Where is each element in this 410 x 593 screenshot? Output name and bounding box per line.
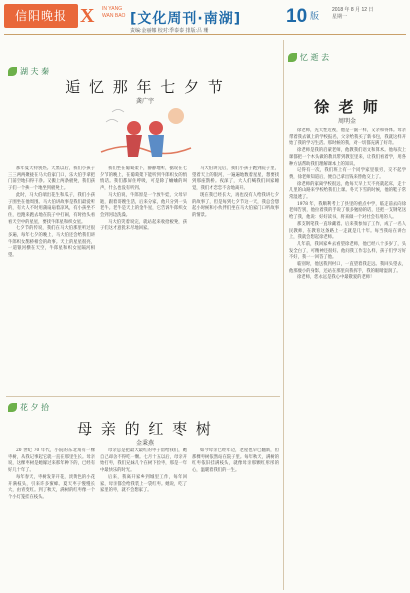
- section-label-text: 忆 逝 去: [300, 53, 330, 62]
- paragraph: 马大伯笑着说完，就站起来收拾板凳，孩子们这才意犹未尽地回家。: [100, 219, 187, 232]
- paragraph: 徐老师，您永远是我心中最敬爱的老师！: [297, 275, 375, 281]
- leaf-icon: [288, 53, 297, 62]
- article-title: 逅 忆 那 年 七 夕 节: [65, 78, 225, 96]
- section-label-2: [8, 402, 49, 413]
- text-column: [100, 166, 187, 392]
- section-title: [文化周刊·南湖]: [130, 11, 242, 27]
- weekday-line: 星期一: [332, 14, 348, 20]
- section-label-text: 湖 夫 秦: [20, 67, 50, 76]
- date-line: 2018 年 8 月 12 日: [332, 7, 374, 13]
- page-label: 版: [310, 12, 320, 22]
- logo-sub-line-2: WAN BAO: [102, 13, 126, 19]
- paragraph: 那支钢笔我一直珍藏着。后来我参加了工作，成了一名人民教师，在教育这条路上一走就是几十年。每当我站在讲台上，我就会想起徐老师。: [289, 221, 406, 241]
- text-column: [192, 448, 279, 590]
- leaf-icon: [8, 403, 17, 412]
- article-body-3: [289, 128, 406, 588]
- paragraph: 马大伯讲完后，我们小孩子跑到院子里，望着天上的银河，一遍遍地数着星星，想要找到那座鹊桥。夜深了，大人们喊我们回家睡觉，我们才恋恋不舍地离开。: [192, 166, 279, 192]
- article-byline: 龚广宇: [135, 98, 154, 105]
- text-column: [8, 166, 95, 392]
- section-label-text: 花 夕 拾: [20, 403, 50, 412]
- text-column: [8, 448, 95, 590]
- article-title: 母 亲 的 红 枣 树: [77, 420, 213, 438]
- paragraph: 徐老师的家离学校很远，他每天早上天不亮就起床，走十几里的山路来学校给我们上课。冬天下雪的时候，他的鞋子常常湿透了。: [289, 181, 406, 201]
- article-divider: [6, 396, 280, 397]
- paragraph: 1978 年，我顺利考上了县里的重点中学，临走前去向徐老师告别，他拉着我的手说了很多勉励的话，还把一支钢笔送给了我，他说：好好读书，将来做一个对社会有用的人。: [289, 201, 406, 221]
- text-column: [100, 448, 187, 590]
- article-title: 徐 老 师: [314, 98, 380, 116]
- article-body-2: [8, 448, 280, 590]
- paragraph: 徐老师是我的启蒙老师，他教我们语文和算术。他每次上课都把一个木头做的教具带到教室里来，让我们看着学，用各种方法帮助我们理解课本上的知识。: [289, 148, 406, 167]
- paragraph: 后来，我离开家乡到城里工作，每年回家，母亲都会给我装上一袋红枣。她说，吃了家里的枣，就不会想家了。: [100, 474, 187, 494]
- article-byline: 周明金: [337, 118, 356, 125]
- section-label-3: [288, 52, 329, 63]
- logo-sub-line-1: IN YANG: [102, 6, 123, 12]
- qixi-illustration: [96, 102, 196, 162]
- issue-date: [332, 7, 373, 21]
- paragraph: 此时，马大伯端出花生和瓜子，我们小孩子围坐在他周围。马大伯讲故事是我们最爱听的，有大人不时用蒲扇扇着凉风，有小孩坐不住，也跑来跑去地在院子中打闹，有时抬头看看天空中的星星，要找牛郎星和织女星。: [8, 192, 95, 225]
- logo-x-mark: X: [80, 5, 95, 27]
- editor-credits: 责编:金丽娜 校对:季泰泰 排版:吕 珊: [130, 28, 209, 34]
- paragraph: 七夕节的传说，我们在马大伯那里听过很多遍，每年七夕的晚上，马大伯还会给我们讲牛郎织女鹊桥相会的故事。天上的星星很亮，一道银河横在天空，牛郎星和织女星隔河相望。: [8, 226, 95, 259]
- paragraph: 每年春天，枣树发芽开花，淡黄色的小花开满枝头，引来许多蜜蜂。夏天枣子慢慢长大，由青变红。到了秋天，满树的红枣像一个个小灯笼挂在枝头。: [8, 474, 95, 500]
- paragraph: 马大伯说，牛郎原是一个放牛娃，父母早逝，跟着哥嫂生活，后来分家，他只分到一头老牛。老牛是天上的金牛星，它告诉牛郎织女会到河边洗澡。: [100, 192, 187, 218]
- newspaper-logo: 信阳晚报: [4, 4, 78, 28]
- leaf-icon: [8, 67, 17, 76]
- paragraph: 如今母亲已经年迈，老屋也早已翻新，但那棵枣树依然站在院子里。每年秋天，满树的红枣依旧挂满枝头，就像母亲那颗红彤彤的心，温暖着我们的一生。: [192, 448, 279, 474]
- article-body-1: [8, 166, 280, 392]
- paragraph: 记得有一次，我们班上有一个同学家里很穷，交不起学费，徐老师知道后，便自己拿出钱来替他交上了。: [289, 168, 406, 180]
- paragraph: 我们坐在葡萄架下，静静地听，据说在七夕节的晚上，在葡萄架下能听到牛郎织女的悄悄话。我们都屏住呼吸，可是除了蛐蛐的叫声，什么也没有听到。: [100, 166, 187, 192]
- paragraph: 几年前，我回家乡去看望徐老师，他已经八十多岁了，头发全白了，可精神还很好。他问我工作怎么样，孩子们学习好不好，我一一回答了他。: [289, 241, 406, 261]
- paragraph: 20 世纪 70 年代，小院的东北角有一棵枣树，从我记事起它就一直在那里生长。母亲说，这棵枣树是她嫁过来那年种下的，已经有好几十年了。: [8, 448, 95, 474]
- text-column: [192, 166, 279, 392]
- column-divider: [283, 40, 284, 590]
- page-number: 10: [286, 6, 308, 27]
- paragraph: 临别时，他送我到村口，一直望着我走远。我回头望去，他那瘦小的身影，还站在那里向我挥手，我的眼睛湿润了。: [289, 262, 406, 274]
- article-byline: 金秉燕: [135, 440, 154, 447]
- paragraph: 徐老师，先天性近视，他是一副一样，又亲和得体。母亲带着我去镇上的学校报名，父亲给我买了新书包，我就这样开始了我的学习生活。那时候的我，对一切都充满了好奇。: [289, 128, 406, 147]
- paragraph: 母亲总是把最大最红的枣子留给我们，她自己却舍不得吃一颗。七月十五以后，母亲开始打枣，我们兄妹几个在树下捡枣，那是一年中最快乐的时光。: [100, 448, 187, 474]
- paragraph: 那年夏天特别热。天黑以后，我们小孩子三三两两聚拢在马大伯家门口，乐大伯手拿把门前空地扫得干净。又搬上两条板凳，我们孩子们一个挨一个地坐到板凳上。: [8, 166, 95, 192]
- paragraph: 现在我已经长大，再也没有人给我讲七夕的故事了，但是每到七夕节这一天，我总会想起小时候和小伙伴们坐在马大伯家门口听故事的情景。: [192, 192, 279, 218]
- logo-subtitle: [102, 6, 125, 20]
